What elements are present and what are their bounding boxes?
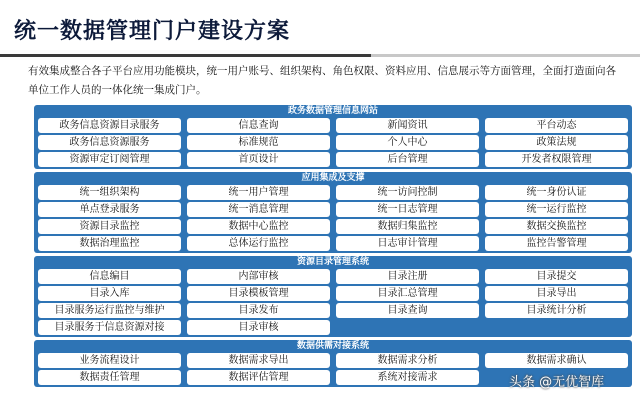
section-catalog (34, 256, 632, 337)
module-box: 日志审计管理 (336, 236, 479, 251)
section-grid (38, 118, 628, 167)
section-header: 政务数据管理信息网站 (287, 106, 378, 116)
module-box: 资源目录监控 (38, 219, 181, 234)
section-grid (38, 185, 628, 251)
module-box: 信息编目 (38, 269, 181, 284)
module-box: 目录导出 (485, 286, 628, 301)
module-box: 目录审核 (187, 320, 330, 335)
module-box: 开发者权限管理 (485, 152, 628, 167)
section-integration (34, 172, 632, 253)
module-box: 统一运行监控 (485, 202, 628, 217)
module-box: 统一访问控制 (336, 185, 479, 200)
module-box: 统一身份认证 (485, 185, 628, 200)
module-box: 统一消息管理 (187, 202, 330, 217)
module-box: 数据治理监控 (38, 236, 181, 251)
module-box: 业务流程设计 (38, 353, 181, 368)
module-box: 数据中心监控 (187, 219, 330, 234)
module-box: 监控告警管理 (485, 236, 628, 251)
page-title: 统一数据管理门户建设方案 (14, 19, 291, 44)
module-box: 统一用户管理 (187, 185, 330, 200)
module-box: 数据评估管理 (187, 370, 330, 385)
module-box: 单点登录服务 (38, 202, 181, 217)
architecture-diagram (34, 105, 632, 390)
module-box: 新闻资讯 (336, 118, 479, 133)
title-underline (0, 54, 640, 57)
module-box: 目录统计分析 (485, 303, 628, 318)
module-box: 总体运行监控 (187, 236, 330, 251)
module-box: 统一日志管理 (336, 202, 479, 217)
module-box: 政务信息资源服务 (38, 135, 181, 150)
section-header: 数据供需对接系统 (296, 341, 369, 351)
module-box: 数据责任管理 (38, 370, 181, 385)
module-box: 目录汇总管理 (336, 286, 479, 301)
section-website (34, 105, 632, 169)
module-box: 数据需求分析 (336, 353, 479, 368)
watermark: 头条 @无优智库 (509, 375, 605, 390)
module-box: 系统对接需求 (336, 370, 479, 385)
module-box: 目录查询 (336, 303, 479, 318)
module-box: 平台动态 (485, 118, 628, 133)
module-box: 目录提交 (485, 269, 628, 284)
module-box: 数据需求导出 (187, 353, 330, 368)
module-box: 目录发布 (187, 303, 330, 318)
description-text: 有效集成整合各子平台应用功能模块，统一用户账号、组织架构、角色权限、资料应用、信息展示等方面管理，全面打造面向各单位工作人员的一体化统一集成门户。 (28, 65, 616, 96)
module-box: 目录服务运行监控与维护 (38, 303, 181, 318)
section-grid (38, 269, 628, 335)
module-box: 首页设计 (187, 152, 330, 167)
module-box: 目录注册 (336, 269, 479, 284)
module-box: 政务信息资源目录服务 (38, 118, 181, 133)
section-header: 应用集成及支撑 (301, 173, 365, 183)
module-box: 标准规范 (187, 135, 330, 150)
module-box: 统一组织架构 (38, 185, 181, 200)
module-box: 政策法规 (485, 135, 628, 150)
section-header: 资源目录管理系统 (296, 257, 369, 267)
module-box: 目录入库 (38, 286, 181, 301)
module-box: 后台管理 (336, 152, 479, 167)
module-box: 信息查询 (187, 118, 330, 133)
module-box: 目录模板管理 (187, 286, 330, 301)
module-box: 数据交换监控 (485, 219, 628, 234)
module-box: 数据需求确认 (485, 353, 628, 368)
module-box: 数据归集监控 (336, 219, 479, 234)
module-box: 资源审定订阅管理 (38, 152, 181, 167)
module-box: 个人中心 (336, 135, 479, 150)
module-box: 内部审核 (187, 269, 330, 284)
module-box: 目录服务于信息资源对接 (38, 320, 181, 335)
